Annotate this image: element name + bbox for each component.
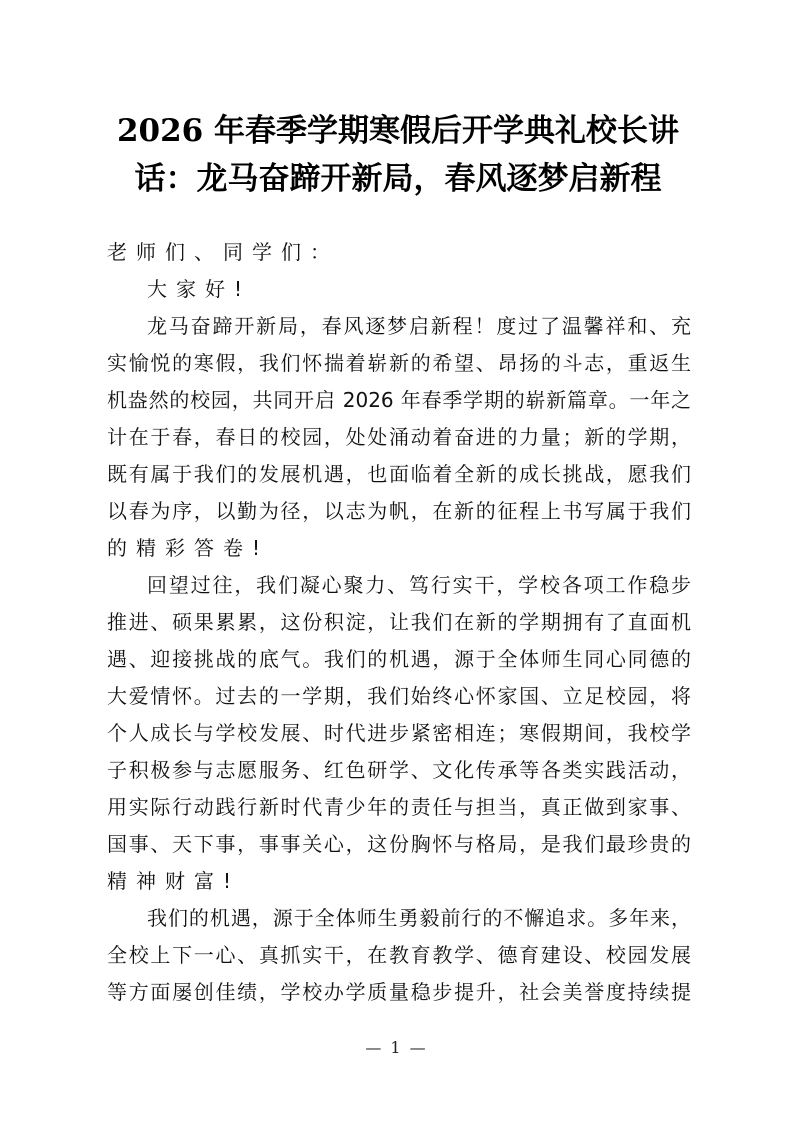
text-line: 国事、天下事，事事关心，这份胸怀与格局，是我们最珍贵的 <box>107 832 691 856</box>
text-line: 子积极参与志愿服务、红色研学、文化传承等各类实践活动， <box>107 758 691 782</box>
text-line: 实愉悦的寒假，我们怀揣着崭新的希望、昂扬的斗志，重返生 <box>107 351 691 375</box>
text-line: 我们的机遇，源于全体师生勇毅前行的不懈追求。多年来， <box>147 906 691 930</box>
text-line: 大家好! <box>147 277 252 301</box>
text-line: 老师们、同学们： <box>107 240 339 264</box>
text-line: 回望过往，我们凝心聚力、笃行实干，学校各项工作稳步 <box>147 573 691 597</box>
page-number: — 1 — <box>365 1038 428 1057</box>
text-line: 既有属于我们的发展机遇，也面临着全新的成长挑战，愿我们 <box>107 462 691 486</box>
text-line: 机盎然的校园，共同开启 2026 年春季学期的崭新篇章。一年之 <box>107 388 691 412</box>
text-line: 全校上下一心、真抓实干，在教育教学、德育建设、校园发展 <box>107 943 691 967</box>
title-line-1: 2026 年春季学期寒假后开学典礼校长讲 <box>116 113 680 149</box>
text-line: 龙马奋蹄开新局，春风逐梦启新程！度过了温馨祥和、充 <box>147 314 691 338</box>
title-line-2: 话：龙马奋蹄开新局，春风逐梦启新程 <box>134 161 662 197</box>
text-line: 用实际行动践行新时代青少年的责任与担当，真正做到家事、 <box>107 795 691 819</box>
text-line: 计在于春，春日的校园，处处涌动着奋进的力量；新的学期， <box>107 425 691 449</box>
text-line: 推进、硕果累累，这份积淀，让我们在新的学期拥有了直面机 <box>107 610 691 634</box>
document-body <box>107 234 691 1011</box>
text-line: 个人成长与学校发展、时代进步紧密相连；寒假期间，我校学 <box>107 721 691 745</box>
text-line: 大爱情怀。过去的一学期，我们始终心怀家国、立足校园，将 <box>107 684 691 708</box>
text-line: 的精彩答卷! <box>107 536 270 560</box>
text-line: 遇、迎接挑战的底气。我们的机遇，源于全体师生同心同德的 <box>107 647 691 671</box>
text-line: 精神财富! <box>107 869 241 893</box>
text-line: 以春为序，以勤为径，以志为帆，在新的征程上书写属于我们 <box>107 499 691 523</box>
document-title <box>100 107 696 203</box>
text-line: 等方面屡创佳绩，学校办学质量稳步提升，社会美誉度持续提 <box>107 980 691 1004</box>
